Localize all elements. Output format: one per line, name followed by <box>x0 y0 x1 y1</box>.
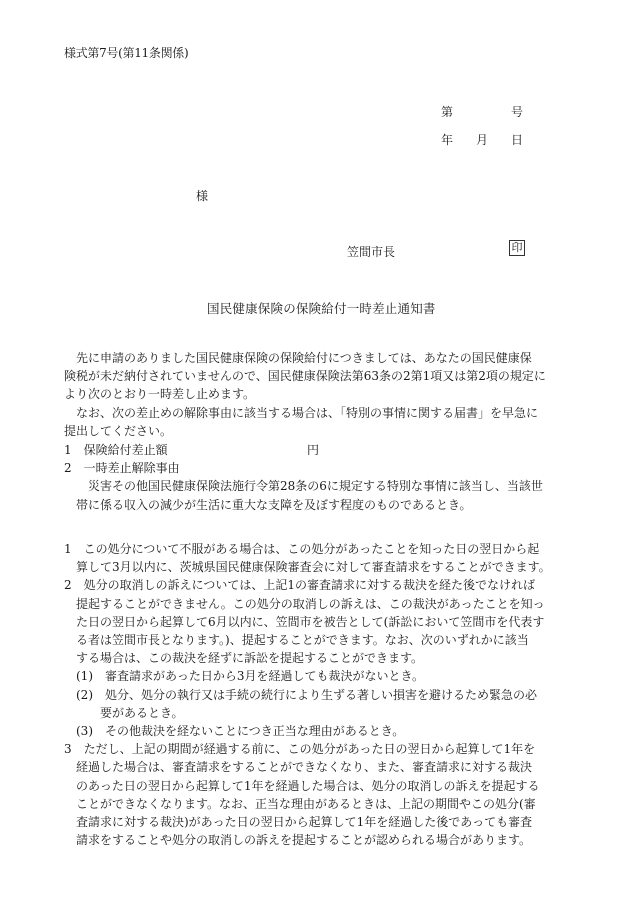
intro-line: より次のとおり一時差し止めます。 <box>64 387 256 402</box>
note-line: た日の翌日から起算して6月以内に、笠間市を被告として(訴訟において笠間市を代表す <box>64 614 545 629</box>
note-line: 請求をすることや処分の取消しの訴えを提起することが認められる場合があります。 <box>64 833 532 848</box>
note-line: 2 処分の取消しの訴えについては、上記1の審査請求に対する裁決を経た後でなければ <box>64 578 536 593</box>
document-number-prefix: 第 <box>441 105 454 119</box>
release-reason-line: 帯に係る収入の減少が生活に重大な支障を及ぼす程度のものであるとき。 <box>64 497 472 512</box>
items-section <box>64 441 564 514</box>
note-line: 要があるとき。 <box>64 705 184 720</box>
date-month-label: 月 <box>476 133 489 147</box>
intro-paragraph <box>64 349 564 440</box>
seal-stamp-icon: 印 <box>509 240 525 256</box>
intro-line: なお、次の差止めの解除事由に該当する場合は、「特別の事情に関する届書」を早急に <box>64 405 539 420</box>
date-year-label: 年 <box>441 133 454 147</box>
note-line: (1) 審査請求があった日から3月を経過しても裁決がないとき。 <box>64 669 425 684</box>
yen-unit: 円 <box>307 443 320 457</box>
item-suspended-amount <box>64 441 564 459</box>
intro-line: 提出してください。 <box>64 423 173 438</box>
document-title: 国民健康保険の保険給付一時差止通知書 <box>207 301 436 316</box>
note-line: する場合は、この裁決を経ずに訴訟を提起することができます。 <box>64 651 424 666</box>
note-line: 経過した場合は、審査請求をすることができなくなり、また、審査請求に対する裁決 <box>64 760 533 775</box>
addressee-suffix: 様 <box>196 189 209 203</box>
note-line: 査請求に対する裁決)があった日の翌日から起算して1年を経過した後であっても審査 <box>64 815 533 830</box>
note-line: 提起することができません。この処分の取消しの訴えは、この裁決があったことを知っ <box>64 596 545 611</box>
issuer-name: 笠間市長 <box>347 245 396 259</box>
note-line: (2) 処分、処分の執行又は手続の続行により生ずる著しい損害を避けるため緊急の必 <box>64 687 538 702</box>
note-line: 3 ただし、上記の期間が経過する前に、この処分があった日の翌日から起算して1年を <box>64 742 536 757</box>
note-line: 算して3月以内に、茨城県国民健康保険審査会に対して審査請求をすることができます。 <box>64 560 551 575</box>
intro-line: 険税が未だ納付されていませんので、国民健康保険法第63条の2第1項又は第2項の規定に <box>64 369 546 384</box>
note-line: (3) その他裁決を経ないことにつき正当な理由があるとき。 <box>64 724 405 739</box>
appeal-notes-section <box>64 540 564 849</box>
note-line: る者は笠間市長となります。)、提起することができます。なお、次のいずれかに該当 <box>64 633 529 648</box>
note-line: のあった日の翌日から起算して1年を経過した場合は、処分の取消しの訴えを提起する <box>64 778 540 793</box>
document-number-suffix: 号 <box>511 105 524 119</box>
date-day-label: 日 <box>511 133 524 147</box>
item-release-reason-label: 2 一時差止解除事由 <box>64 461 180 476</box>
form-number-label: 様式第7号(第11条関係) <box>64 46 189 60</box>
intro-line: 先に申請のありました国民健康保険の保険給付につきましては、あなたの国民健康保 <box>64 351 532 365</box>
note-line: 1 この処分について不服がある場合は、この処分があったことを知った日の翌日から起 <box>64 542 540 556</box>
release-reason-line: 災害その他国民健康保険法施行令第28条の6に規定する特別な事情に該当し、当該世 <box>64 479 543 494</box>
item-suspended-amount-label: 1 保険給付差止額 <box>64 443 168 457</box>
note-line: ことができなくなります。なお、正当な理由があるときは、上記の期間やこの処分(審 <box>64 796 536 811</box>
